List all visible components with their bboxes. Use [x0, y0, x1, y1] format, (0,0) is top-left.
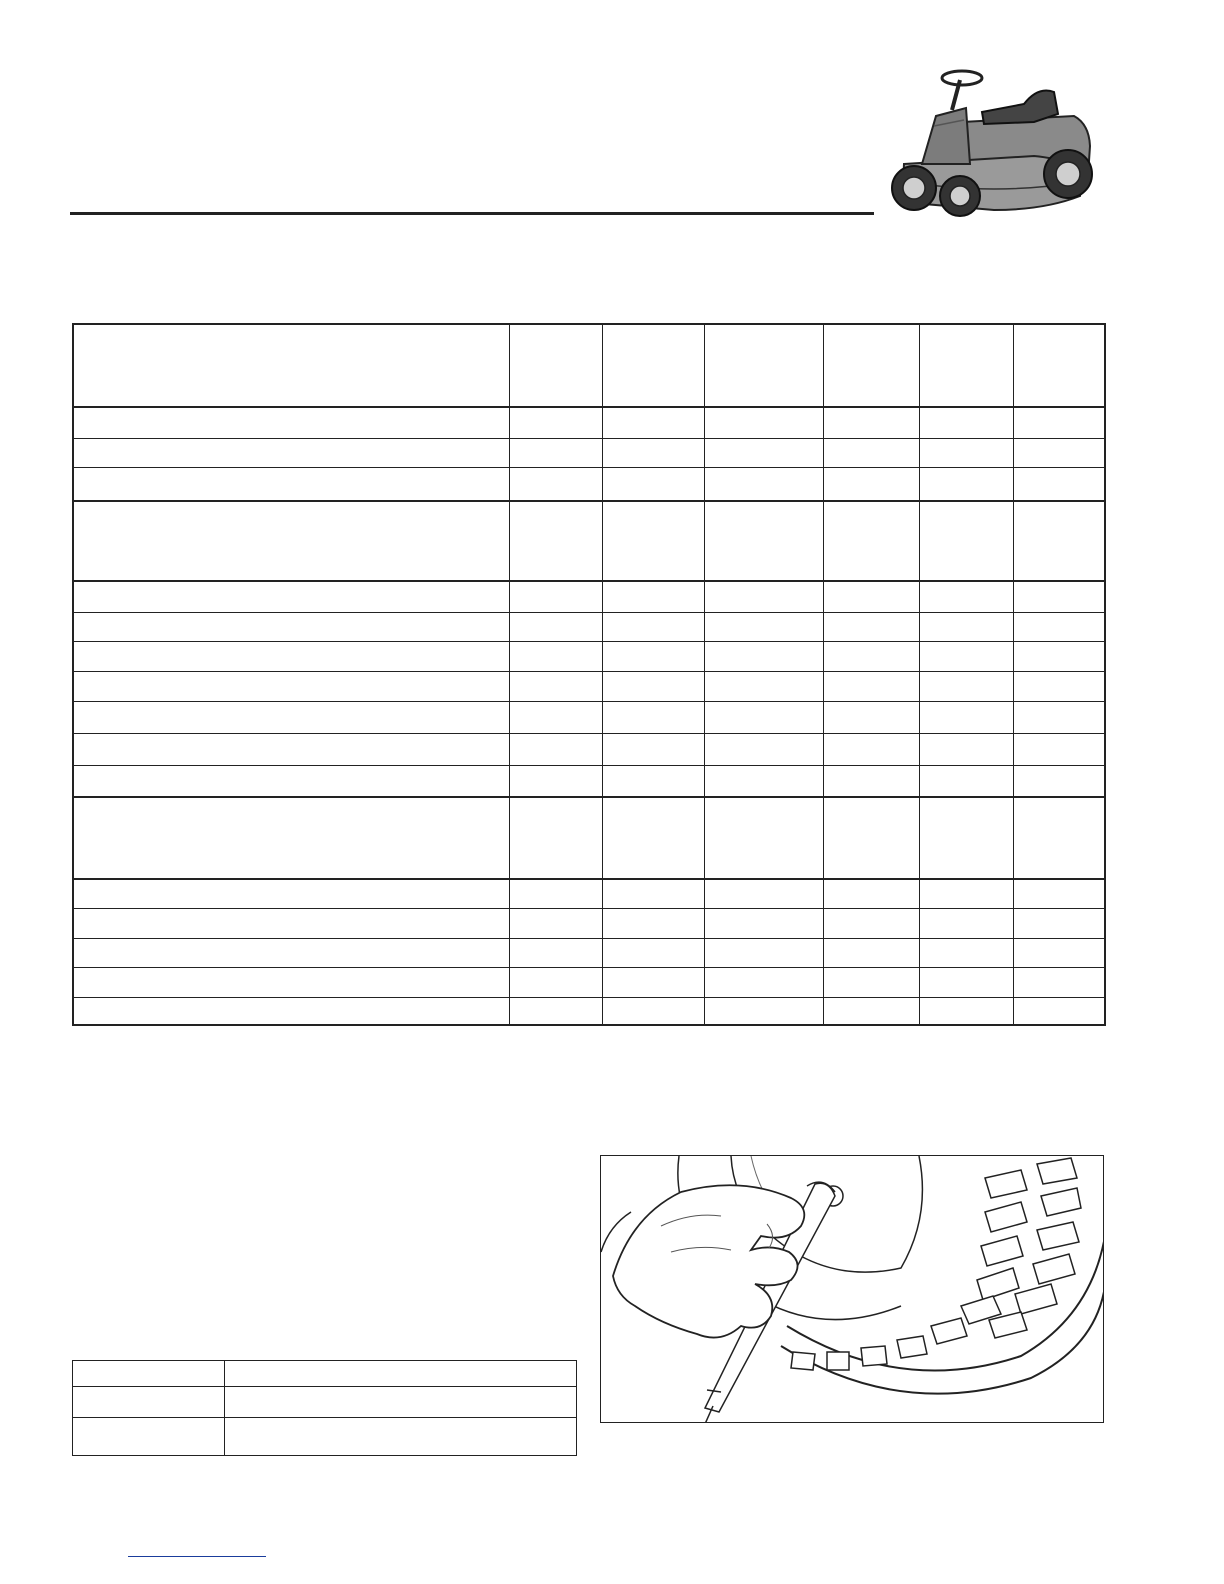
table-cell — [823, 879, 919, 908]
table-cell — [602, 733, 704, 765]
table-cell — [1013, 501, 1105, 581]
table-cell — [73, 997, 509, 1025]
table-cell — [509, 879, 602, 908]
table-cell — [1013, 997, 1105, 1025]
table-row — [73, 797, 1105, 879]
riding-mower-icon — [884, 64, 1096, 224]
table-cell — [509, 467, 602, 501]
table-cell — [602, 997, 704, 1025]
table-header-cell — [919, 324, 1013, 407]
table-row — [73, 407, 1105, 438]
table-cell — [509, 438, 602, 467]
table-cell — [602, 438, 704, 467]
table-cell — [704, 938, 823, 967]
table-cell — [823, 438, 919, 467]
table-cell — [919, 612, 1013, 641]
table-cell — [73, 879, 509, 908]
table-cell — [509, 701, 602, 733]
table-header-cell — [602, 324, 704, 407]
table-cell — [509, 765, 602, 797]
table-cell — [1013, 467, 1105, 501]
header-rule — [70, 212, 874, 215]
table-header-cell — [704, 324, 823, 407]
table-cell — [919, 407, 1013, 438]
table-cell — [73, 797, 509, 879]
table-row — [73, 438, 1105, 467]
table-row — [73, 581, 1105, 612]
table-cell — [509, 967, 602, 997]
table-row — [73, 908, 1105, 938]
table-cell — [919, 581, 1013, 612]
table-cell — [73, 908, 509, 938]
table-cell — [1013, 438, 1105, 467]
table-cell — [602, 879, 704, 908]
table-cell — [73, 938, 509, 967]
table-cell — [919, 467, 1013, 501]
table-cell — [509, 733, 602, 765]
table-cell — [823, 671, 919, 701]
table-cell — [1013, 407, 1105, 438]
table-cell — [919, 797, 1013, 879]
table-cell — [704, 501, 823, 581]
table-cell — [602, 765, 704, 797]
table-cell — [602, 407, 704, 438]
table-row — [73, 997, 1105, 1025]
table-header-row — [73, 324, 1105, 407]
table-cell — [919, 733, 1013, 765]
table-cell — [823, 641, 919, 671]
table-cell — [73, 581, 509, 612]
table-cell — [704, 701, 823, 733]
table-cell — [1013, 879, 1105, 908]
table-cell — [602, 467, 704, 501]
table-cell — [823, 797, 919, 879]
tire-pressure-gauge-icon — [601, 1156, 1104, 1423]
table-cell — [509, 997, 602, 1025]
table-cell — [73, 407, 509, 438]
table-cell — [73, 501, 509, 581]
table-cell — [602, 612, 704, 641]
table-cell — [704, 997, 823, 1025]
table-cell — [919, 641, 1013, 671]
table-cell — [73, 967, 509, 997]
table-cell — [1013, 908, 1105, 938]
table-cell — [73, 467, 509, 501]
table-cell — [823, 501, 919, 581]
table-cell — [602, 797, 704, 879]
table-cell — [919, 997, 1013, 1025]
table-cell — [919, 879, 1013, 908]
table-cell — [509, 501, 602, 581]
table-cell — [509, 797, 602, 879]
table-cell — [602, 581, 704, 612]
table-cell — [919, 765, 1013, 797]
table-cell — [823, 581, 919, 612]
table-cell — [704, 581, 823, 612]
table-cell — [823, 967, 919, 997]
tire-pressure-illustration — [600, 1155, 1104, 1423]
table-cell — [919, 938, 1013, 967]
table-row — [73, 501, 1105, 581]
table-cell — [509, 671, 602, 701]
table-cell — [73, 438, 509, 467]
table-row — [73, 765, 1105, 797]
table-cell — [73, 701, 509, 733]
table-cell — [823, 733, 919, 765]
table-cell — [1013, 701, 1105, 733]
table-cell — [73, 1418, 225, 1456]
footer-link-underline[interactable] — [128, 1556, 266, 1557]
table-cell — [704, 733, 823, 765]
table-cell — [602, 701, 704, 733]
table-cell — [919, 671, 1013, 701]
table-cell — [1013, 581, 1105, 612]
table-cell — [225, 1387, 577, 1418]
table-cell — [704, 612, 823, 641]
table-cell — [704, 879, 823, 908]
table-cell — [602, 671, 704, 701]
table-row — [73, 612, 1105, 641]
table-cell — [1013, 797, 1105, 879]
table-row — [73, 1418, 577, 1456]
table-row — [73, 701, 1105, 733]
table-cell — [73, 1361, 225, 1387]
tire-pressure-table — [72, 1360, 577, 1456]
table-row — [73, 671, 1105, 701]
table-cell — [1013, 612, 1105, 641]
table-cell — [602, 641, 704, 671]
table-cell — [823, 997, 919, 1025]
table-cell — [823, 938, 919, 967]
table-cell — [919, 967, 1013, 997]
table-cell — [704, 908, 823, 938]
table-cell — [1013, 671, 1105, 701]
table-cell — [1013, 765, 1105, 797]
table-cell — [704, 407, 823, 438]
table-cell — [509, 938, 602, 967]
table-cell — [919, 908, 1013, 938]
table-cell — [73, 765, 509, 797]
table-cell — [823, 612, 919, 641]
table-cell — [509, 407, 602, 438]
table-cell — [919, 438, 1013, 467]
table-row — [73, 938, 1105, 967]
table-cell — [704, 671, 823, 701]
table-cell — [919, 501, 1013, 581]
table-row — [73, 733, 1105, 765]
table-cell — [823, 701, 919, 733]
table-cell — [823, 467, 919, 501]
table-cell — [73, 671, 509, 701]
table-cell — [225, 1418, 577, 1456]
table-cell — [823, 908, 919, 938]
table-cell — [602, 908, 704, 938]
table-cell — [919, 701, 1013, 733]
table-cell — [509, 581, 602, 612]
table-cell — [73, 733, 509, 765]
table-cell — [704, 438, 823, 467]
table-cell — [704, 641, 823, 671]
table-cell — [509, 908, 602, 938]
table-cell — [509, 612, 602, 641]
table-cell — [823, 407, 919, 438]
table-header-cell — [73, 324, 509, 407]
table-cell — [509, 641, 602, 671]
table-cell — [73, 641, 509, 671]
table-cell — [704, 765, 823, 797]
table-header-cell — [1013, 324, 1105, 407]
table-cell — [602, 501, 704, 581]
table-cell — [602, 938, 704, 967]
table-cell — [1013, 733, 1105, 765]
table-row — [73, 1387, 577, 1418]
table-cell — [602, 967, 704, 997]
table-row — [73, 467, 1105, 501]
table-row — [73, 641, 1105, 671]
table-cell — [1013, 967, 1105, 997]
table-row — [73, 967, 1105, 997]
table-header-cell — [823, 324, 919, 407]
table-row — [73, 879, 1105, 908]
table-header-cell — [509, 324, 602, 407]
table-row — [73, 1361, 577, 1387]
table-cell — [704, 797, 823, 879]
table-cell — [1013, 641, 1105, 671]
table-cell — [704, 467, 823, 501]
table-cell — [1013, 938, 1105, 967]
table-cell — [225, 1361, 577, 1387]
table-cell — [704, 967, 823, 997]
table-cell — [73, 1387, 225, 1418]
maintenance-schedule-table — [72, 323, 1106, 1026]
table-cell — [823, 765, 919, 797]
table-cell — [73, 612, 509, 641]
